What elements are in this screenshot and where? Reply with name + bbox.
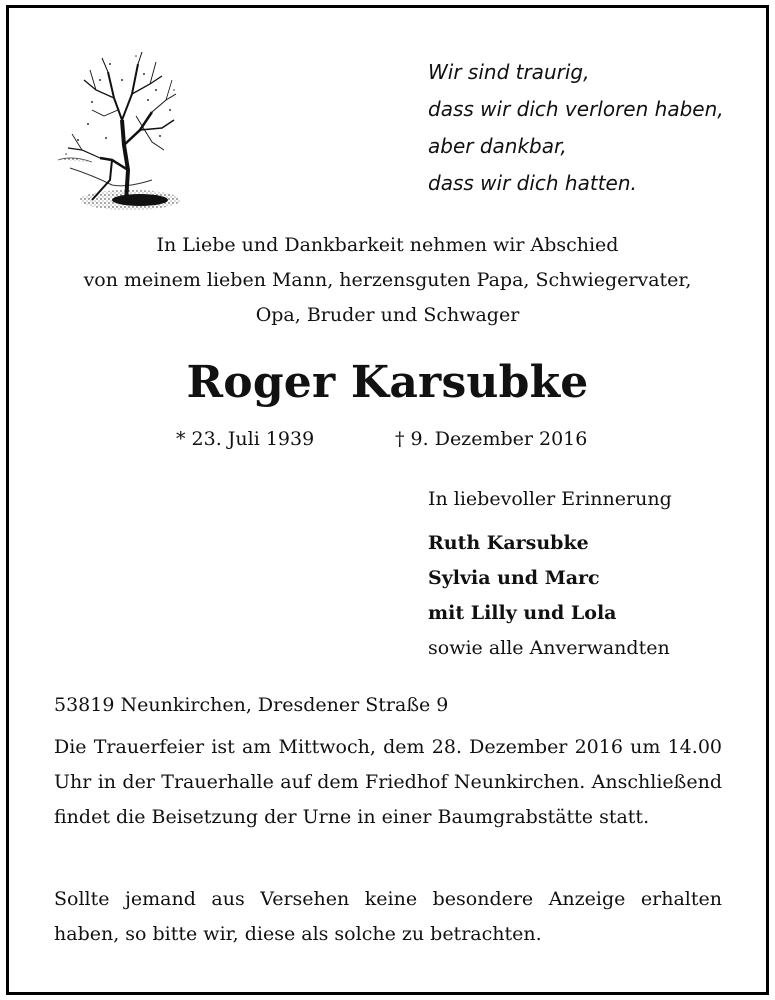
mourner-name: Ruth Karsubke <box>428 532 589 554</box>
notice-paragraph: Sollte jemand aus Versehen keine besondere Anzeige erhalten haben, so bitte wir, diese als solche zu betrachten. <box>54 888 722 945</box>
poem <box>428 54 748 202</box>
tree-icon <box>52 50 182 220</box>
ceremony-paragraph: Die Trauerfeier ist am Mittwoch, dem 28. Dezember 2016 um 14.00 Uhr in der Trauerhalle auf dem Friedhof Neunkirchen. Anschließend findet die Beisetzung der Urne in einer Baumgrabstätte statt. <box>54 736 722 828</box>
birth-date: * 23. Juli 1939 <box>176 428 315 450</box>
mourner-name: Sylvia und Marc <box>428 567 600 589</box>
poem-line: dass wir dich verloren haben, <box>428 97 724 121</box>
poem-line: aber dankbar, <box>428 134 567 158</box>
intro-line: von meinem lieben Mann, herzensguten Papa, Schwiegervater, <box>83 269 692 291</box>
mourners-others: sowie alle Anverwandten <box>428 637 670 659</box>
poem-line: Wir sind traurig, <box>428 60 590 84</box>
death-date: † 9. Dezember 2016 <box>395 428 588 450</box>
farewell-intro <box>30 228 745 333</box>
mourners-lead: In liebevoller Erinnerung <box>428 488 672 510</box>
intro-line: Opa, Bruder und Schwager <box>255 304 520 326</box>
address: 53819 Neunkirchen, Dresdener Straße 9 <box>54 694 449 716</box>
deceased-name: Roger Karsubke <box>186 357 589 408</box>
intro-line: In Liebe und Dankbarkeit nehmen wir Abschied <box>156 234 619 256</box>
mourners <box>428 484 748 666</box>
mourner-name: mit Lilly und Lola <box>428 602 617 624</box>
poem-line: dass wir dich hatten. <box>428 171 637 195</box>
